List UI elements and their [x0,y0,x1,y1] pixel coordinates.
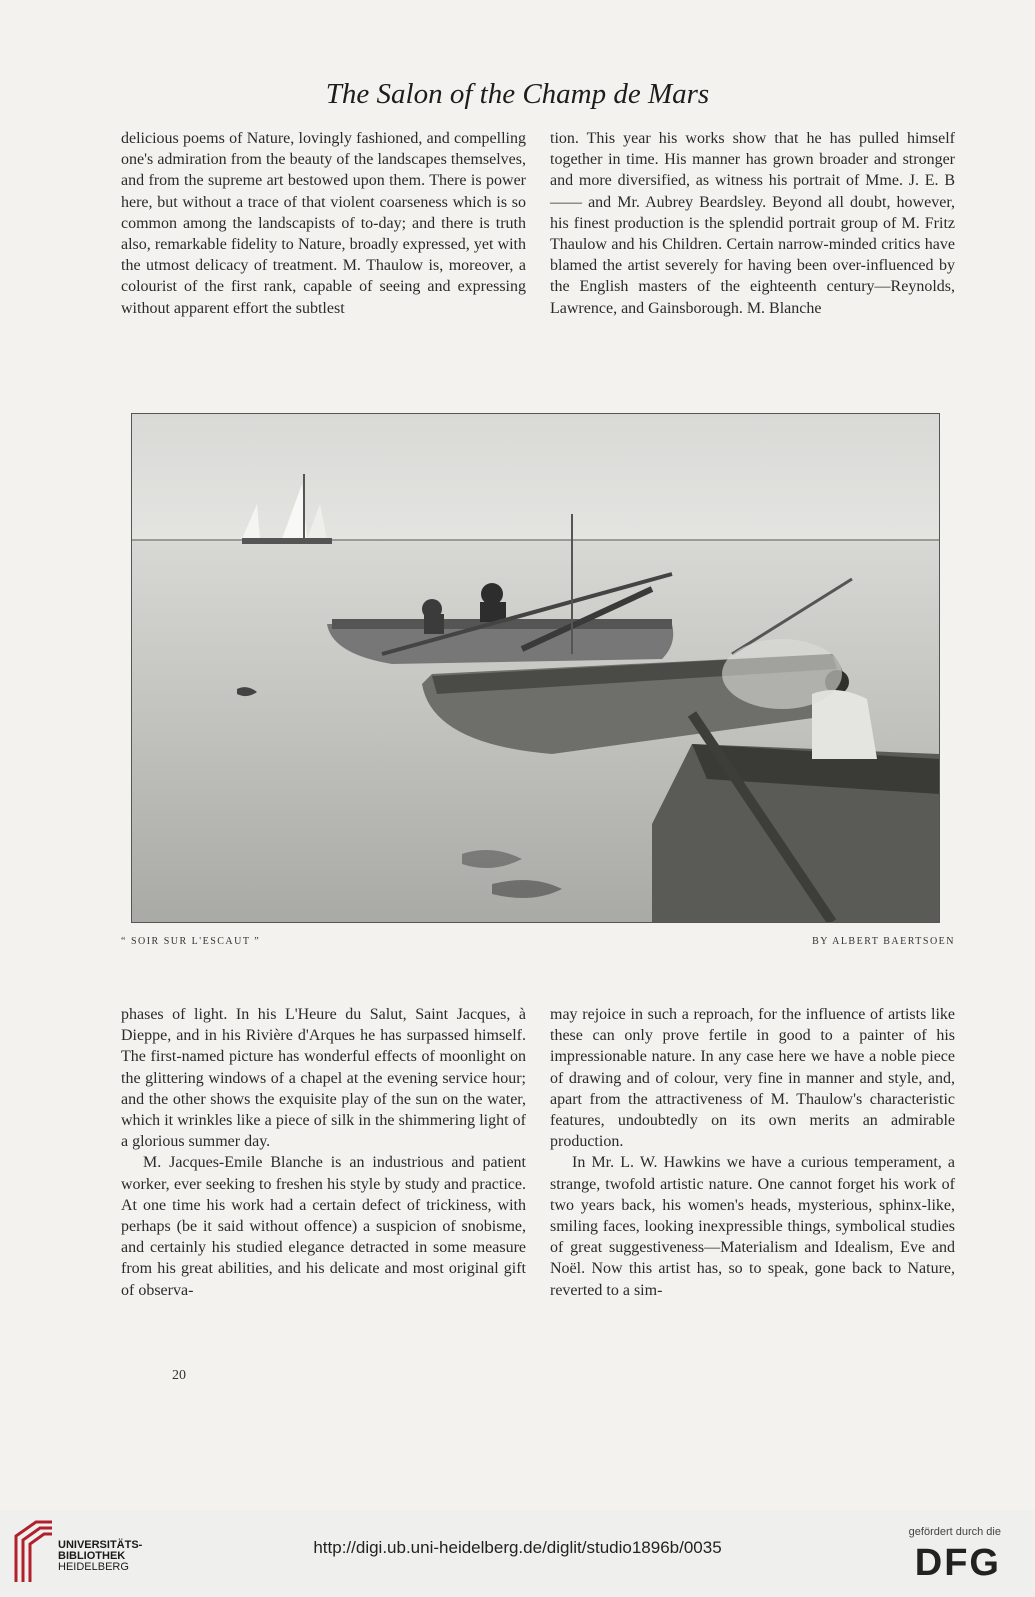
paragraph: M. Jacques-Emile Blanche is an industrious and patient worker, ever seeking to freshen his style by study and practice. At one time his work had a certain defect of trickiness, with perhaps (be it said without offence) a suspicion of snobisme, and certainly his studied elegance detracted in some measure from his great abilities, and his delicate and most original gift of observa- [121,1154,526,1299]
source-url-link[interactable]: http://digi.ub.uni-heidelberg.de/diglit/studio1896b/0035 [313,1538,722,1557]
column-bottom-left [121,1004,526,1301]
paragraph: In Mr. L. W. Hawkins we have a curious temperament, a strange, twofold artistic nature. One cannot forget his work of two years back, his women's heads, mysterious, sphinx-like, smiling faces, looking inexpressible things, symbolical studies of great suggestiveness—Materialism and Idealism, Eve and Noël. Now this artist has, so to speak, gone back to Nature, reverted to a sim- [550,1154,955,1299]
paragraph: phases of light. In his L'Heure du Salut, Saint Jacques, à Dieppe, and in his Rivière d'Arques he has surpassed himself. The first-named picture has wonderful effects of moonlight on the glittering windows of a chapel at the evening service hour; and the other shows the exquisite play of the sun on the water, which it wrinkles like a piece of silk in the shimmering light of a glorious summer day. [121,1006,526,1151]
column-bottom-right [550,1004,955,1301]
boats-on-river-image [132,414,939,922]
footer-bar [0,1510,1035,1597]
paragraph: may rejoice in such a reproach, for the influence of artists like these can only prove fertile in good to a painter of his impressionable nature. In any case here we have a noble piece of drawing and of colour, very fine in manner and style, and, apart from the attractiveness of M. Thaulow's characteristic features, undoubtedly on its own merits an admirable production. [550,1006,955,1151]
illustration-plate [131,413,940,923]
dfg-logo: DFG [914,1542,1001,1584]
column-top-right [550,128,955,319]
page-number: 20 [172,1368,186,1383]
plate-caption-title: “ SOIR SUR L'ESCAUT ” [121,936,261,947]
running-title: The Salon of the Champ de Mars [325,78,710,110]
funding-note: gefördert durch die [908,1526,1001,1538]
column-top-left [121,128,526,319]
paragraph: delicious poems of Nature, lovingly fashioned, and compelling one's admiration from the beauty of the landscapes themselves, and from the supreme art bestowed upon them. There is power here, but without a trace of that violent coarseness which is so common among the landscapists of to-day; and there is truth also, remarkable fidelity to Nature, broadly expressed, yet with the utmost delicacy of treatment. M. Thaulow is, moreover, a colourist of the first rank, capable of seeing and expressing without apparent effort the subtlest [121,130,526,317]
paragraph: tion. This year his works show that he has pulled himself together in time. His manner has grown broader and stronger and more diversified, as witness his portrait of Mme. J. E. B—— and Mr. Aubrey Beardsley. Beyond all doubt, however, his finest production is the splendid portrait group of M. Fritz Thaulow and his Children. Certain narrow-minded critics have blamed the artist severely for having been over-influenced by the English masters of the eighteenth century—Reynolds, Lawrence, and Gainsborough. M. Blanche [550,130,955,317]
plate-caption-artist: BY ALBERT BAERTSOEN [812,936,955,947]
library-name: UNIVERSITÄTS- BIBLIOTHEK HEIDELBERG [58,1539,143,1573]
